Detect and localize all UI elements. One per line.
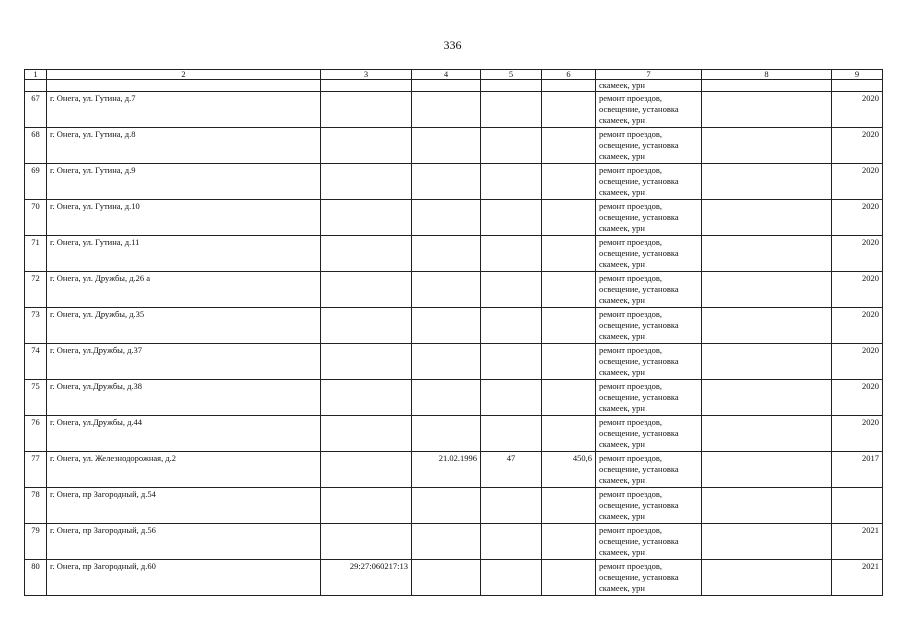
work-line: ремонт проездов, <box>599 237 662 247</box>
column-header: 4 <box>412 70 481 80</box>
column-5-cell <box>481 524 542 560</box>
work-line: освещение, установка <box>599 320 679 330</box>
cadastral-number-cell <box>321 380 412 416</box>
address-cell: г. Онега, пр Загородный, д.60 <box>47 560 321 596</box>
year-cell <box>832 488 883 524</box>
date-cell <box>412 560 481 596</box>
address-cell: г. Онега, ул. Гутина, д.8 <box>47 128 321 164</box>
work-line: освещение, установка <box>599 356 679 366</box>
column-8-cell <box>702 452 832 488</box>
column-8-cell <box>702 560 832 596</box>
table-row <box>25 416 883 452</box>
work-cell <box>596 236 702 272</box>
row-number-cell: 73 <box>25 308 47 344</box>
work-cell <box>596 488 702 524</box>
column-8-cell <box>702 344 832 380</box>
column-6-cell <box>542 488 596 524</box>
work-line: освещение, установка <box>599 104 679 114</box>
work-line: скамеек, урн <box>599 403 645 413</box>
work-line: скамеек, урн <box>599 331 645 341</box>
work-line: ремонт проездов, <box>599 273 662 283</box>
table-row <box>25 236 883 272</box>
column-5-cell <box>481 236 542 272</box>
date-cell <box>412 272 481 308</box>
cadastral-number-cell <box>321 92 412 128</box>
table-row <box>25 308 883 344</box>
work-line: освещение, установка <box>599 248 679 258</box>
column-8-cell <box>702 236 832 272</box>
work-line: освещение, установка <box>599 500 679 510</box>
date-cell: 21.02.1996 <box>412 452 481 488</box>
cadastral-number-cell <box>321 488 412 524</box>
column-header: 6 <box>542 70 596 80</box>
year-cell: 2020 <box>832 344 883 380</box>
work-line: освещение, установка <box>599 572 679 582</box>
work-line: ремонт проездов, <box>599 561 662 571</box>
row-number-cell: 71 <box>25 236 47 272</box>
address-cell: г. Онега, пр Загородный, д.54 <box>47 488 321 524</box>
work-line: скамеек, урн <box>599 439 645 449</box>
column-5-cell <box>481 416 542 452</box>
row-number-cell: 78 <box>25 488 47 524</box>
column-8-cell <box>702 92 832 128</box>
work-line: освещение, установка <box>599 140 679 150</box>
table-row <box>25 272 883 308</box>
work-line: освещение, установка <box>599 176 679 186</box>
column-5-cell <box>481 308 542 344</box>
column-6-cell <box>542 416 596 452</box>
row-number-cell: 80 <box>25 560 47 596</box>
work-cell <box>596 416 702 452</box>
table-row <box>25 164 883 200</box>
work-line: ремонт проездов, <box>599 453 662 463</box>
column-5-cell <box>481 92 542 128</box>
work-line: ремонт проездов, <box>599 381 662 391</box>
address-cell: г. Онега, ул. Железнодорожная, д.2 <box>47 452 321 488</box>
row-number-cell: 74 <box>25 344 47 380</box>
address-cell: г. Онега, ул.Дружбы, д.37 <box>47 344 321 380</box>
register-table <box>24 69 883 596</box>
table-row <box>25 200 883 236</box>
year-cell: 2020 <box>832 92 883 128</box>
work-line: скамеек, урн <box>599 583 645 593</box>
cadastral-number-cell <box>321 272 412 308</box>
work-line: скамеек, урн <box>599 223 645 233</box>
year-cell: 2020 <box>832 416 883 452</box>
address-cell: г. Онега, ул. Гутина, д.9 <box>47 164 321 200</box>
column-6-cell <box>542 92 596 128</box>
column-5-cell: 47 <box>481 452 542 488</box>
work-line: ремонт проездов, <box>599 525 662 535</box>
column-5-cell <box>481 128 542 164</box>
column-6-cell <box>542 524 596 560</box>
row-number-cell: 69 <box>25 164 47 200</box>
column-5-cell <box>481 200 542 236</box>
date-cell <box>412 308 481 344</box>
date-cell <box>412 344 481 380</box>
address-cell: г. Онега, ул. Гутина, д.11 <box>47 236 321 272</box>
table-row <box>25 560 883 596</box>
work-cell <box>596 560 702 596</box>
work-line: ремонт проездов, <box>599 417 662 427</box>
column-6-cell <box>542 308 596 344</box>
column-5-cell <box>481 560 542 596</box>
row-number-cell: 67 <box>25 92 47 128</box>
column-header: 9 <box>832 70 883 80</box>
work-line: ремонт проездов, <box>599 309 662 319</box>
column-6-cell <box>542 560 596 596</box>
year-cell: 2021 <box>832 560 883 596</box>
column-6-cell <box>542 272 596 308</box>
year-cell: 2021 <box>832 524 883 560</box>
table-row <box>25 128 883 164</box>
address-cell: г. Онега, пр Загородный, д.56 <box>47 524 321 560</box>
date-cell <box>412 380 481 416</box>
column-8-cell <box>702 164 832 200</box>
work-line: ремонт проездов, <box>599 93 662 103</box>
address-cell: г. Онега, ул. Гутина, д.10 <box>47 200 321 236</box>
address-cell: г. Онега, ул. Дружбы, д.35 <box>47 308 321 344</box>
work-cell <box>596 452 702 488</box>
year-cell: 2020 <box>832 308 883 344</box>
cadastral-number-cell: 29:27:060217:13 <box>321 560 412 596</box>
cadastral-number-cell <box>321 164 412 200</box>
row-number-cell: 68 <box>25 128 47 164</box>
column-8-cell <box>702 272 832 308</box>
column-5-cell <box>481 344 542 380</box>
work-cell <box>596 92 702 128</box>
cadastral-number-cell <box>321 236 412 272</box>
column-header: 5 <box>481 70 542 80</box>
year-cell: 2020 <box>832 164 883 200</box>
work-line: скамеек, урн <box>599 475 645 485</box>
row-number-cell: 72 <box>25 272 47 308</box>
column-8-cell <box>702 200 832 236</box>
work-line: скамеек, урн <box>599 547 645 557</box>
year-cell: 2020 <box>832 236 883 272</box>
year-cell: 2020 <box>832 200 883 236</box>
date-cell <box>412 92 481 128</box>
column-6-cell <box>542 128 596 164</box>
work-cell <box>596 524 702 560</box>
work-line: освещение, установка <box>599 284 679 294</box>
column-header: 8 <box>702 70 832 80</box>
work-line: скамеек, урн <box>599 187 645 197</box>
work-line: освещение, установка <box>599 212 679 222</box>
work-line: ремонт проездов, <box>599 129 662 139</box>
year-cell: 2020 <box>832 128 883 164</box>
column-6-cell: 450,6 <box>542 452 596 488</box>
page-number: 336 <box>443 38 462 52</box>
work-cell <box>596 128 702 164</box>
cadastral-number-cell <box>321 200 412 236</box>
table-row <box>25 452 883 488</box>
column-number-row <box>25 70 883 80</box>
column-header: 7 <box>596 70 702 80</box>
work-line: ремонт проездов, <box>599 489 662 499</box>
work-cell <box>596 164 702 200</box>
column-5-cell <box>481 272 542 308</box>
cadastral-number-cell <box>321 344 412 380</box>
work-line: скамеек, урн <box>599 511 645 521</box>
date-cell <box>412 488 481 524</box>
column-header: 1 <box>25 70 47 80</box>
date-cell <box>412 416 481 452</box>
work-cell <box>596 380 702 416</box>
date-cell <box>412 236 481 272</box>
work-line: ремонт проездов, <box>599 345 662 355</box>
work-line: ремонт проездов, <box>599 165 662 175</box>
column-6-cell <box>542 344 596 380</box>
address-cell: г. Онега, ул.Дружбы, д.44 <box>47 416 321 452</box>
cadastral-number-cell <box>321 416 412 452</box>
work-line: скамеек, урн <box>599 259 645 269</box>
table-row <box>25 380 883 416</box>
column-8-cell <box>702 416 832 452</box>
row-number-cell: 77 <box>25 452 47 488</box>
cadastral-number-cell <box>321 524 412 560</box>
work-line: скамеек, урн <box>599 295 645 305</box>
column-header: 3 <box>321 70 412 80</box>
address-cell: г. Онега, ул. Дружбы, д.26 а <box>47 272 321 308</box>
table-row <box>25 92 883 128</box>
column-6-cell <box>542 200 596 236</box>
row-number-cell: 76 <box>25 416 47 452</box>
date-cell <box>412 128 481 164</box>
row-number-cell: 75 <box>25 380 47 416</box>
column-5-cell <box>481 488 542 524</box>
table-row <box>25 344 883 380</box>
work-cell <box>596 200 702 236</box>
work-cell <box>596 308 702 344</box>
work-line: освещение, установка <box>599 428 679 438</box>
work-line: скамеек, урн <box>599 115 645 125</box>
work-line: освещение, установка <box>599 536 679 546</box>
work-line: ремонт проездов, <box>599 201 662 211</box>
address-cell: г. Онега, ул. Гутина, д.7 <box>47 92 321 128</box>
cadastral-number-cell <box>321 452 412 488</box>
column-header: 2 <box>47 70 321 80</box>
work-line: скамеек, урн <box>599 151 645 161</box>
column-8-cell <box>702 128 832 164</box>
column-6-cell <box>542 380 596 416</box>
column-5-cell <box>481 380 542 416</box>
work-cell <box>596 272 702 308</box>
work-line: скамеек, урн <box>599 367 645 377</box>
work-cell: скамеек, урн <box>596 80 702 92</box>
cadastral-number-cell <box>321 128 412 164</box>
column-6-cell <box>542 164 596 200</box>
column-8-cell <box>702 524 832 560</box>
year-cell: 2020 <box>832 380 883 416</box>
date-cell <box>412 200 481 236</box>
address-cell: г. Онега, ул.Дружбы, д.38 <box>47 380 321 416</box>
year-cell: 2017 <box>832 452 883 488</box>
column-6-cell <box>542 236 596 272</box>
work-cell <box>596 344 702 380</box>
row-number-cell: 70 <box>25 200 47 236</box>
row-number-cell: 79 <box>25 524 47 560</box>
table-row <box>25 488 883 524</box>
date-cell <box>412 524 481 560</box>
column-5-cell <box>481 164 542 200</box>
date-cell <box>412 164 481 200</box>
work-line: освещение, установка <box>599 392 679 402</box>
column-8-cell <box>702 488 832 524</box>
column-8-cell <box>702 380 832 416</box>
cadastral-number-cell <box>321 308 412 344</box>
continuation-row <box>25 80 883 92</box>
year-cell: 2020 <box>832 272 883 308</box>
table-row <box>25 524 883 560</box>
column-8-cell <box>702 308 832 344</box>
work-line: освещение, установка <box>599 464 679 474</box>
